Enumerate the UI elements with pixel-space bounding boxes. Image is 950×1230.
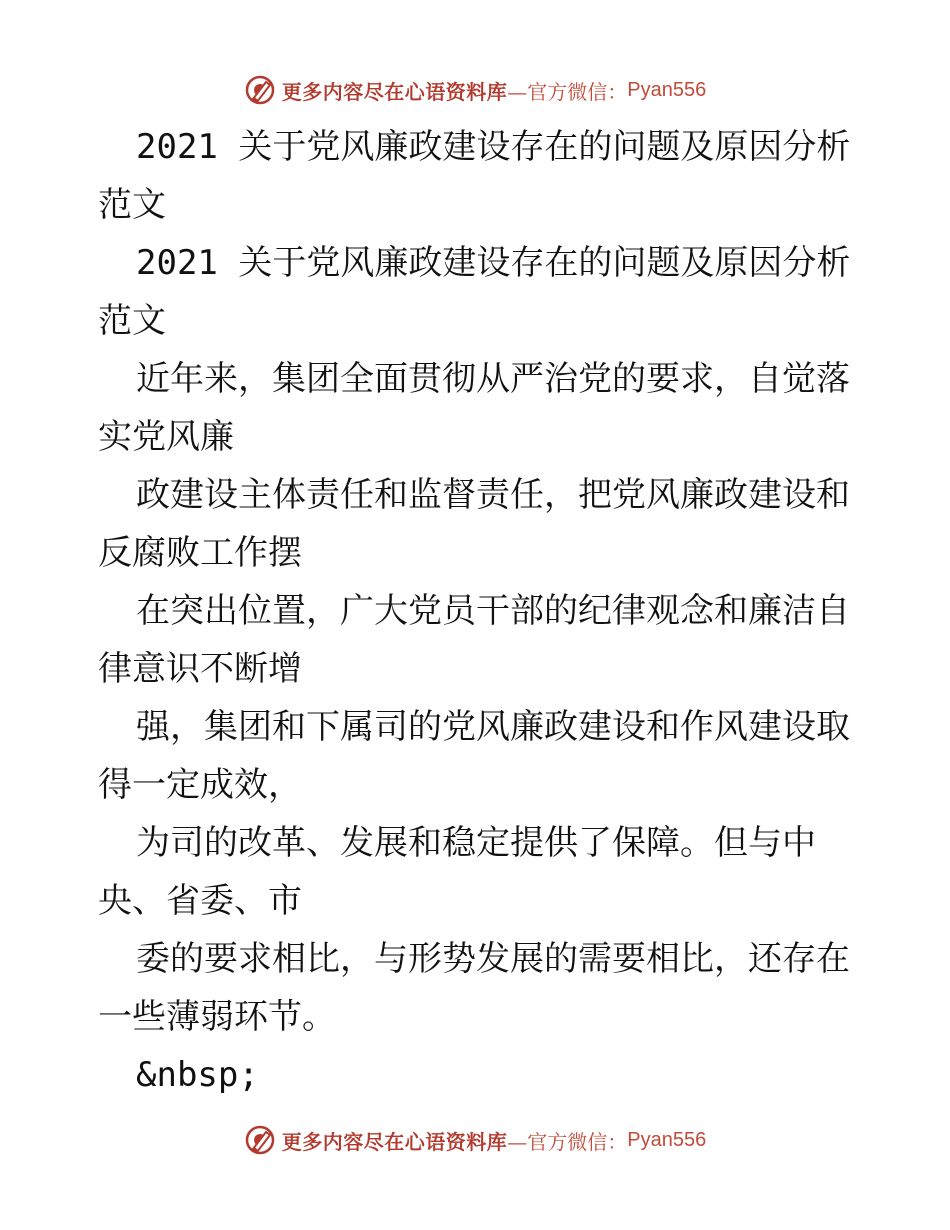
header-banner bbox=[0, 70, 950, 110]
banner-site-name: 更多内容尽在心语资料库 bbox=[281, 79, 508, 104]
banner-wechat-label: —官方微信： bbox=[507, 79, 628, 104]
paragraph-body: 为司的改革、发展和稳定提供了保障。但与中央、省委、市 bbox=[98, 823, 816, 921]
banner-wechat-id: Pyan556 bbox=[627, 78, 707, 101]
paragraph-body: 强，集团和下属司的党风廉政建设和作风建设取得一定成效， bbox=[98, 707, 850, 805]
paragraph-title-2: 2021 关于党风廉政建设存在的问题及原因分析范文 bbox=[98, 243, 851, 341]
pen-nib-logo-icon bbox=[244, 74, 276, 106]
paragraph-body: 委的要求相比，与形势发展的需要相比，还存在一些薄弱环节。 bbox=[98, 939, 850, 1037]
paragraph-title-1: 2021 关于党风廉政建设存在的问题及原因分析范文 bbox=[98, 127, 851, 225]
banner-wechat-id: Pyan556 bbox=[627, 1128, 707, 1151]
banner-wechat-label: —官方微信： bbox=[507, 1129, 628, 1154]
paragraph-body: 政建设主体责任和监督责任，把党风廉政建设和反腐败工作摆 bbox=[98, 475, 850, 573]
paragraph-body: 在突出位置，广大党员干部的纪律观念和廉洁自律意识不断增 bbox=[98, 591, 850, 689]
paragraph-body: 近年来，集团全面贯彻从严治党的要求，自觉落实党风廉 bbox=[98, 359, 850, 457]
banner-site-name: 更多内容尽在心语资料库 bbox=[281, 1129, 508, 1154]
document-body bbox=[98, 118, 858, 1104]
pen-nib-logo-icon bbox=[244, 1124, 276, 1156]
paragraph-nbsp: &nbsp; bbox=[136, 1055, 259, 1095]
footer-banner bbox=[0, 1120, 950, 1160]
